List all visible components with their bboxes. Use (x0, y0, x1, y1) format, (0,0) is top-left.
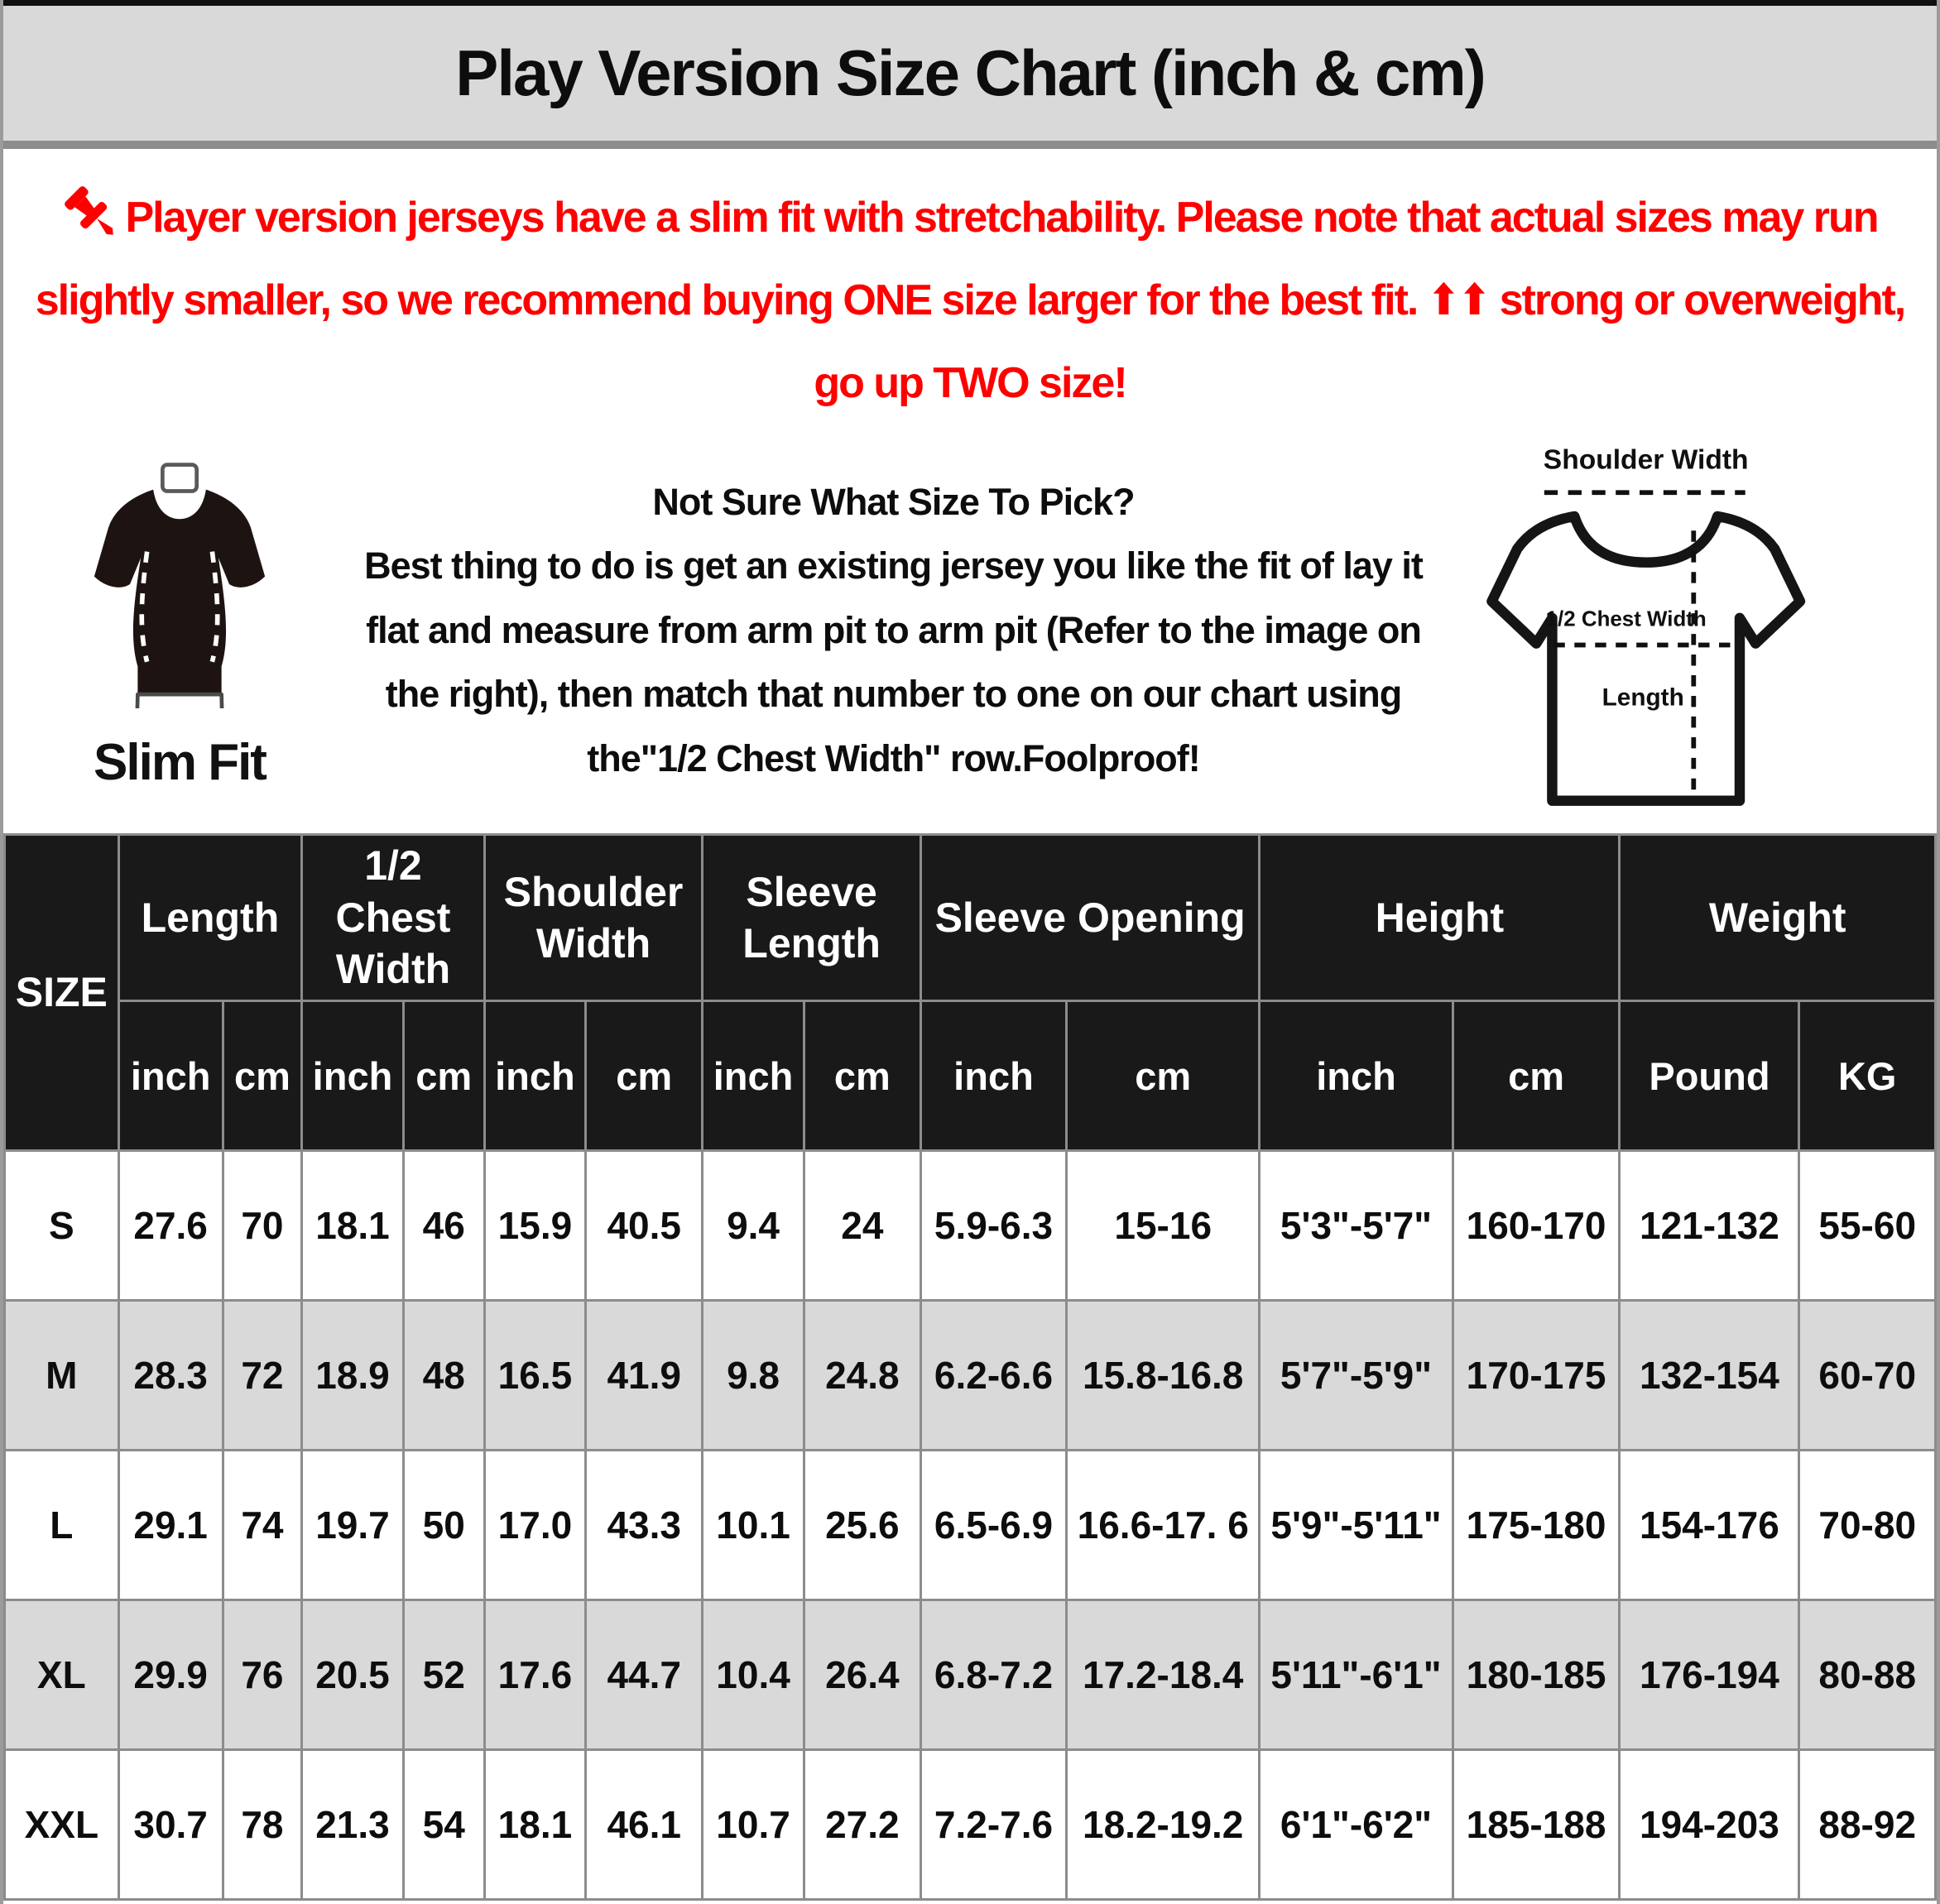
table-cell: 27.6 (118, 1151, 223, 1301)
table-cell: 132-154 (1620, 1301, 1799, 1451)
table-cell: 24 (804, 1151, 920, 1301)
table-cell: 7.2-7.6 (920, 1750, 1066, 1900)
table-cell: 46 (403, 1151, 484, 1301)
column-group-height: Height (1260, 835, 1620, 1001)
guide-line: the right), then match that number to one on our chart using (385, 673, 1402, 716)
unit-header: cm (804, 1001, 920, 1151)
table-cell: 10.1 (703, 1451, 804, 1600)
notice-line: slightly smaller, so we recommend buying ONE size larger for the best fit. ⬆⬆ strong or overweight, (35, 276, 1905, 324)
unit-header: inch (302, 1001, 403, 1151)
table-cell: 18.2-19.2 (1067, 1750, 1260, 1900)
notice-line: Player version jerseys have a slim fit with stretchability. Please note that actual sizes may run (15, 177, 1925, 260)
table-cell: 72 (223, 1301, 302, 1451)
table-cell: 160-170 (1453, 1151, 1620, 1301)
table-cell: 74 (223, 1451, 302, 1600)
table-cell: 40.5 (586, 1151, 703, 1301)
table-cell: 25.6 (804, 1451, 920, 1600)
table-cell: 24.8 (804, 1301, 920, 1451)
fit-guide-section (3, 430, 1937, 833)
size-cell: M (5, 1301, 119, 1451)
table-cell: 9.8 (703, 1301, 804, 1451)
table-cell: 27.2 (804, 1750, 920, 1900)
unit-header: inch (703, 1001, 804, 1151)
table-cell: 5'9"-5'11" (1260, 1451, 1453, 1600)
notice-line: go up TWO size! (814, 358, 1126, 407)
unit-header: cm (403, 1001, 484, 1151)
table-cell: 44.7 (586, 1600, 703, 1750)
table-cell: 80-88 (1799, 1600, 1936, 1750)
table-cell: 185-188 (1453, 1750, 1620, 1900)
table-cell: 18.9 (302, 1301, 403, 1451)
table-cell: 6.5-6.9 (920, 1451, 1066, 1600)
table-cell: 30.7 (118, 1750, 223, 1900)
table-cell: 180-185 (1453, 1600, 1620, 1750)
size-guide-text (341, 437, 1446, 790)
table-cell: 6.8-7.2 (920, 1600, 1066, 1750)
table-cell: 9.4 (703, 1151, 804, 1301)
table-row-m (5, 1301, 1936, 1451)
table-cell: 170-175 (1453, 1301, 1620, 1451)
table-cell: 21.3 (302, 1750, 403, 1900)
page-title: Play Version Size Chart (inch & cm) (455, 36, 1485, 109)
unit-header: cm (1067, 1001, 1260, 1151)
table-cell: 17.6 (484, 1600, 585, 1750)
table-row-xl (5, 1600, 1936, 1750)
table-cell: 121-132 (1620, 1151, 1799, 1301)
table-cell: 20.5 (302, 1600, 403, 1750)
guide-line: flat and measure from arm pit to arm pit (Refer to the image on (366, 608, 1421, 651)
table-cell: 194-203 (1620, 1750, 1799, 1900)
measure-diagram-block (1446, 437, 1922, 838)
table-cell: 70-80 (1799, 1451, 1936, 1600)
unit-header: cm (1453, 1001, 1620, 1151)
size-cell: XL (5, 1600, 119, 1750)
table-row-s (5, 1151, 1936, 1301)
unit-header: cm (223, 1001, 302, 1151)
guide-line: the"1/2 Chest Width" row.Foolproof! (587, 736, 1200, 779)
table-cell: 88-92 (1799, 1750, 1936, 1900)
table-cell: 48 (403, 1301, 484, 1451)
table-cell: 15-16 (1067, 1151, 1260, 1301)
column-group-sleeve-opening: Sleeve Opening (920, 835, 1259, 1001)
fit-notice (3, 149, 1937, 430)
table-cell: 60-70 (1799, 1301, 1936, 1451)
unit-header: inch (1260, 1001, 1453, 1151)
table-cell: 17.2-18.4 (1067, 1600, 1260, 1750)
table-cell: 18.1 (484, 1750, 585, 1900)
unit-header: inch (484, 1001, 585, 1151)
column-group-sleeve-length: Sleeve Length (703, 835, 921, 1001)
unit-header: inch (920, 1001, 1066, 1151)
slim-fit-label: Slim Fit (94, 734, 266, 791)
table-cell: 19.7 (302, 1451, 403, 1600)
table-cell: 29.9 (118, 1600, 223, 1750)
table-cell: 54 (403, 1750, 484, 1900)
table-cell: 5'11"-6'1" (1260, 1600, 1453, 1750)
slim-fit-figure-icon (76, 460, 283, 708)
table-cell: 52 (403, 1600, 484, 1750)
table-cell: 10.4 (703, 1600, 804, 1750)
table-cell: 15.8-16.8 (1067, 1301, 1260, 1451)
table-cell: 6.2-6.6 (920, 1301, 1066, 1451)
diagram-half-chest-label: 1/2 Chest Width (1545, 607, 1707, 631)
table-cell: 76 (223, 1600, 302, 1750)
table-cell: 5'3"-5'7" (1260, 1151, 1453, 1301)
table-cell: 16.6-17. 6 (1067, 1451, 1260, 1600)
tshirt-measure-diagram (1446, 437, 1914, 834)
size-cell: S (5, 1151, 119, 1301)
unit-header: KG (1799, 1001, 1936, 1151)
table-cell: 16.5 (484, 1301, 585, 1451)
table-cell: 176-194 (1620, 1600, 1799, 1750)
table-cell: 5.9-6.3 (920, 1151, 1066, 1301)
pushpin-icon (62, 184, 123, 245)
column-group-length: Length (118, 835, 302, 1001)
diagram-length-label: Length (1601, 683, 1684, 712)
size-chart-table (3, 833, 1937, 1901)
column-group-weight: Weight (1620, 835, 1936, 1001)
column-group-shoulder: Shoulder Width (484, 835, 703, 1001)
table-cell: 10.7 (703, 1750, 804, 1900)
column-group-half-chest: 1/2 Chest Width (302, 835, 484, 1001)
slim-fit-figure-block (18, 437, 341, 792)
unit-header: Pound (1620, 1001, 1799, 1151)
table-cell: 175-180 (1453, 1451, 1620, 1600)
table-cell: 78 (223, 1750, 302, 1900)
table-cell: 15.9 (484, 1151, 585, 1301)
table-cell: 17.0 (484, 1451, 585, 1600)
table-cell: 43.3 (586, 1451, 703, 1600)
table-row-xxl (5, 1750, 1936, 1900)
table-cell: 46.1 (586, 1750, 703, 1900)
title-band (3, 0, 1937, 149)
size-cell: XXL (5, 1750, 119, 1900)
table-cell: 28.3 (118, 1301, 223, 1451)
table-cell: 55-60 (1799, 1151, 1936, 1301)
guide-line: Best thing to do is get an existing jersey you like the fit of lay it (364, 544, 1423, 588)
table-cell: 29.1 (118, 1451, 223, 1600)
unit-header: inch (118, 1001, 223, 1151)
size-cell: L (5, 1451, 119, 1600)
unit-header: cm (586, 1001, 703, 1151)
table-cell: 18.1 (302, 1151, 403, 1301)
diagram-shoulder-width-label: Shoulder Width (1543, 444, 1749, 476)
table-cell: 154-176 (1620, 1451, 1799, 1600)
table-cell: 26.4 (804, 1600, 920, 1750)
table-cell: 50 (403, 1451, 484, 1600)
table-cell: 6'1"-6'2" (1260, 1750, 1453, 1900)
column-header-size: SIZE (5, 835, 119, 1151)
table-cell: 5'7"-5'9" (1260, 1301, 1453, 1451)
table-row-l (5, 1451, 1936, 1600)
table-cell: 70 (223, 1151, 302, 1301)
table-cell: 41.9 (586, 1301, 703, 1451)
guide-heading: Not Sure What Size To Pick? (652, 481, 1135, 523)
